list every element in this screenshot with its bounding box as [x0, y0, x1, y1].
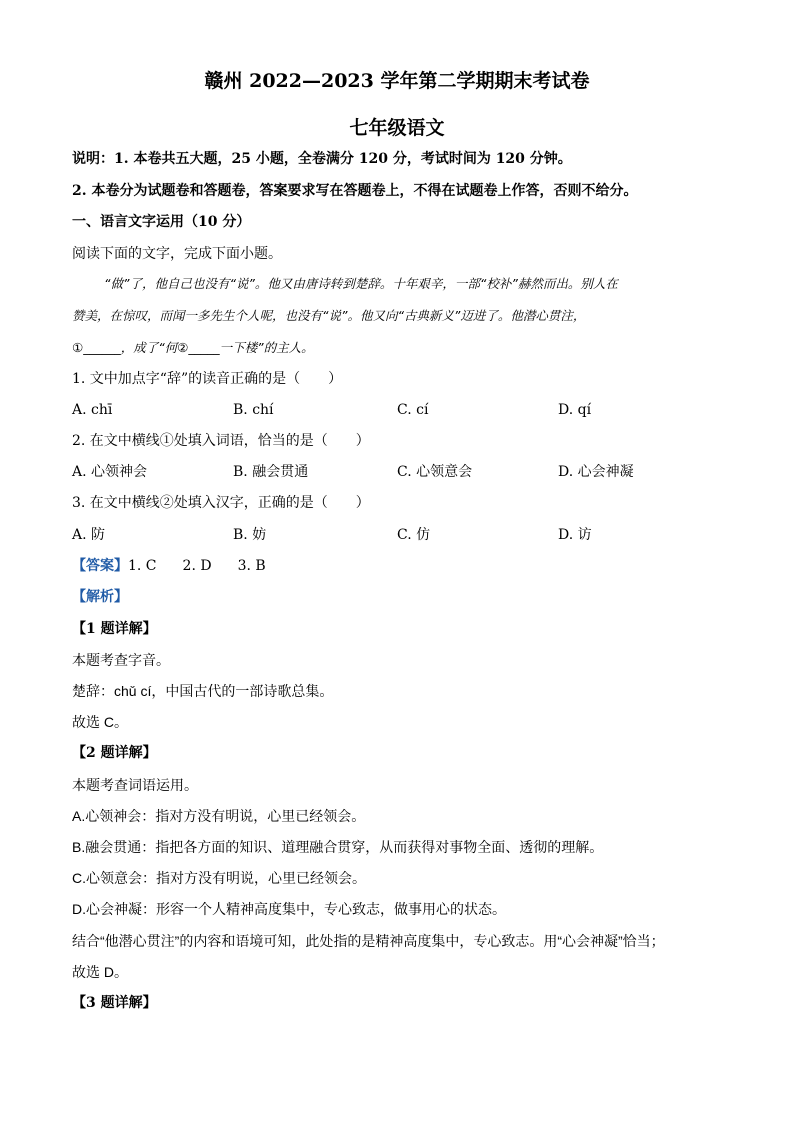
exam-title: 赣州 2022—2023 学年第二学期期末考试卷 — [204, 70, 590, 92]
q2-detail-line-2: A.心领神会：指对方没有明说，心里已经领会。 — [72, 808, 366, 824]
instruction-line-2: 2. 本卷分为试题卷和答题卷，答案要求写在答题卷上，不得在试题卷上作答，否则不给分。 — [72, 183, 638, 199]
q1-detail-heading: 【1 题详解】 — [72, 621, 157, 637]
q1-detail-line-1: 本题考查字音。 — [72, 652, 170, 668]
q2-detail-line-1: 本题考查词语运用。 — [72, 777, 198, 793]
passage-line-2: 赞美，在惊叹，而闻一多先生个人呢，也没有“说”。他又向“古典新义”迈进了。他潜心贯注， — [72, 308, 586, 323]
question-2-option-c: C. 心领意会 — [397, 464, 473, 480]
question-3-option-c: C. 仿 — [397, 527, 431, 543]
question-3-option-d: D. 访 — [558, 527, 592, 543]
answer-value-1: 1. C — [128, 558, 157, 574]
question-1-option-d: D. qí — [558, 402, 592, 418]
question-3-option-b: B. 妨 — [233, 527, 267, 543]
question-1-option-c: C. cí — [397, 402, 429, 418]
q2-detail-line-7: 故选 D。 — [72, 964, 128, 980]
answer-label: 【答案】 — [72, 558, 128, 574]
instruction-line-1: 说明：1. 本卷共五大题，25 小题，全卷满分 120 分，考试时间为 120 分钟。 — [72, 151, 572, 167]
question-1-stem: 1. 文中加点字“辞”的读音正确的是（ ） — [72, 371, 343, 387]
analysis-label: 【解析】 — [72, 589, 128, 605]
q2-detail-heading: 【2 题详解】 — [72, 745, 157, 761]
answer-row — [72, 557, 266, 575]
q1-detail-line-3: 故选 C。 — [72, 714, 128, 730]
q3-detail-heading: 【3 题详解】 — [72, 995, 157, 1011]
question-3-stem: 3. 在文中横线②处填入汉字，正确的是（ ） — [72, 495, 370, 511]
question-1-option-b: B. chí — [233, 402, 274, 418]
passage-line-1: “做”了，他自己也没有“说”。他又由唐诗转到楚辞。十年艰辛，一部“校补”赫然而出。别人在 — [104, 276, 618, 291]
question-2-stem: 2. 在文中横线①处填入词语，恰当的是（ ） — [72, 433, 370, 449]
question-3-option-a: A. 防 — [72, 527, 106, 543]
q2-detail-line-4: C.心领意会：指对方没有明说，心里已经领会。 — [72, 870, 366, 886]
answer-value-3: 3. B — [237, 558, 266, 574]
q2-detail-line-5: D.心会神凝：形容一个人精神高度集中，专心致志，做事用心的状态。 — [72, 901, 506, 917]
section-heading: 一、语言文字运用（10 分） — [72, 214, 251, 230]
answer-value-2: 2. D — [182, 558, 212, 574]
exam-subtitle: 七年级语文 — [349, 117, 445, 139]
question-2-option-a: A. 心领神会 — [72, 464, 148, 480]
question-1-option-a: A. chī — [72, 402, 113, 418]
reading-intro: 阅读下面的文字，完成下面小题。 — [72, 246, 282, 262]
q1-detail-line-2: 楚辞：chǔ cí，中国古代的一部诗歌总集。 — [72, 683, 334, 699]
question-2-option-b: B. 融会贯通 — [233, 464, 309, 480]
q2-detail-line-3: B.融会贯通：指把各方面的知识、道理融合贯穿，从而获得对事物全面、透彻的理解。 — [72, 839, 604, 855]
question-2-option-d: D. 心会神凝 — [558, 464, 634, 480]
passage-line-3: ①______，成了“何②_____一下楼”的主人。 — [72, 340, 314, 355]
q2-detail-line-6: 结合“他潜心贯注”的内容和语境可知，此处指的是精神高度集中，专心致志。用“心会神凝”恰当； — [72, 933, 665, 949]
